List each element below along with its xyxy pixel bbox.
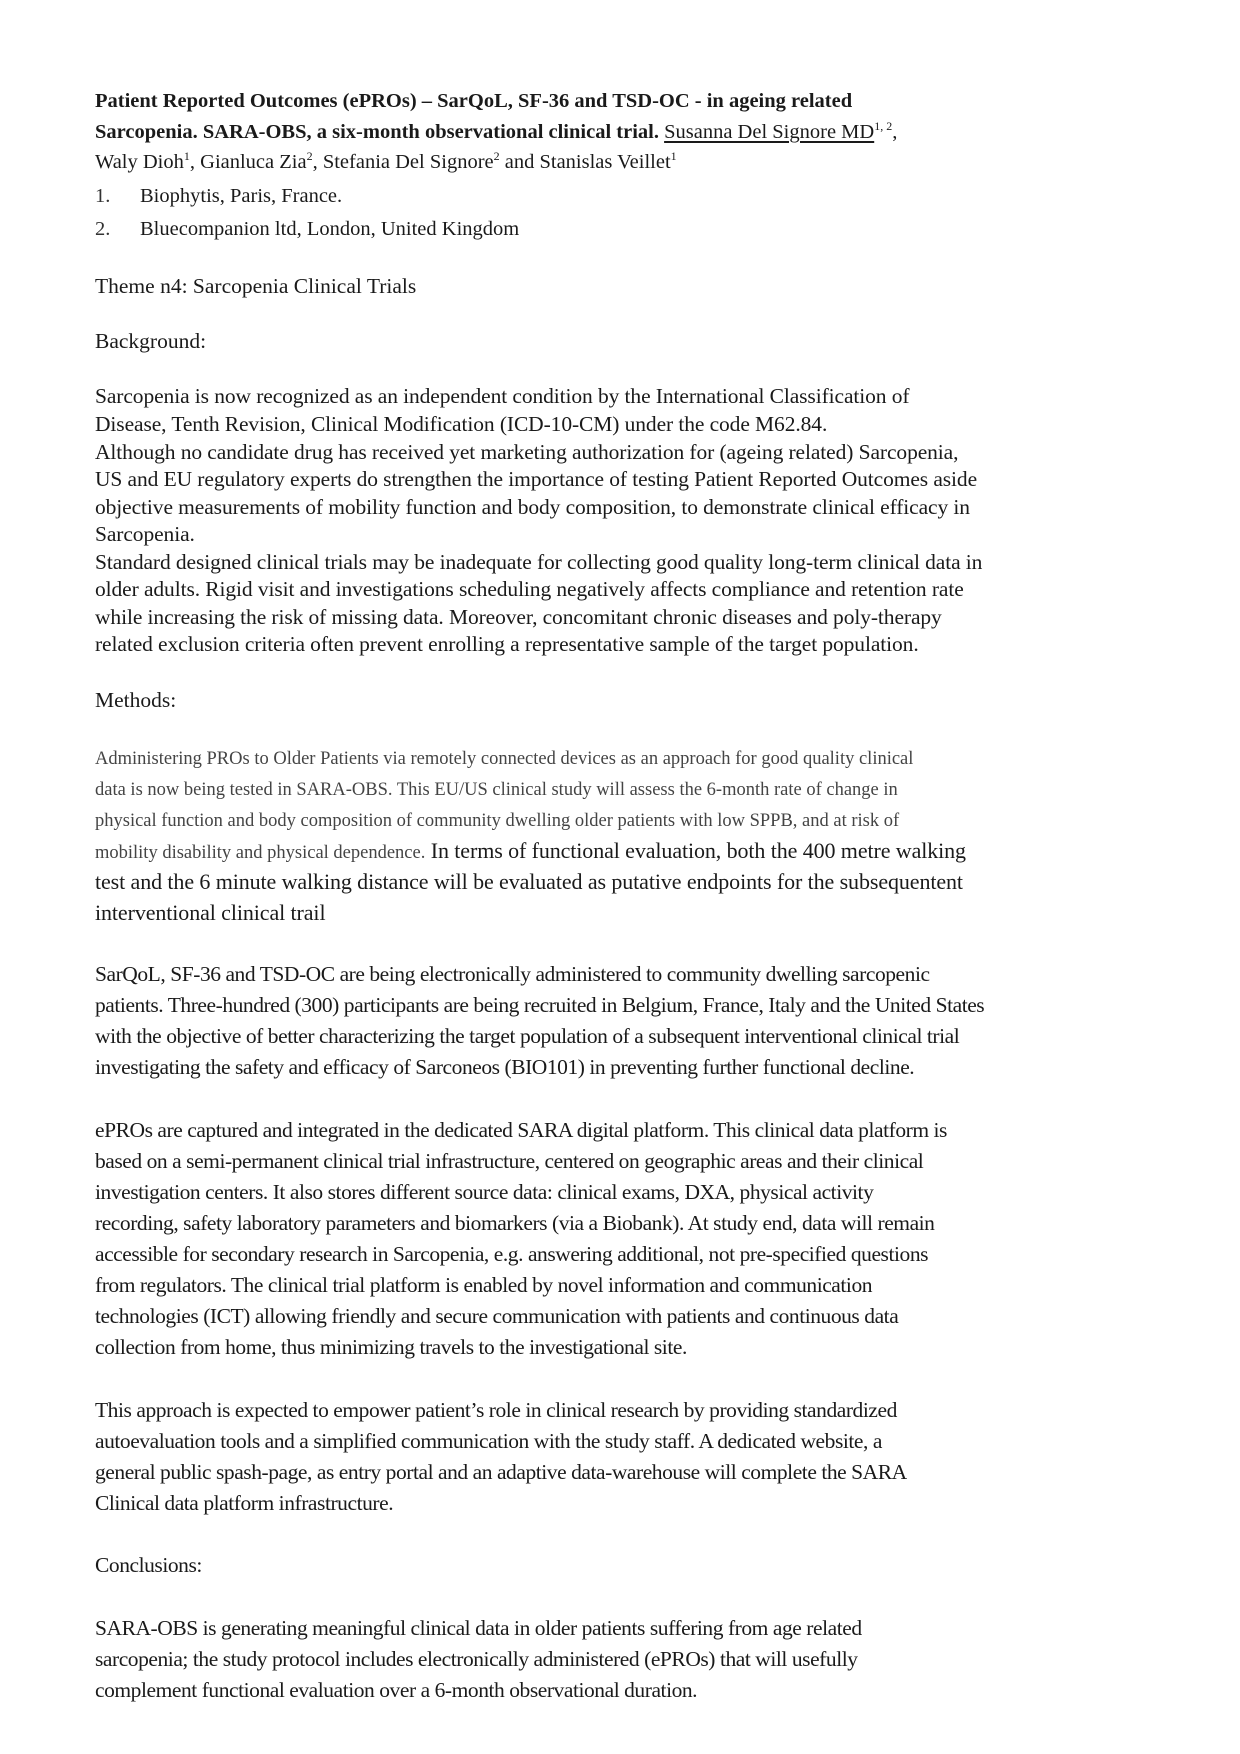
text-line: based on a semi-permanent clinical trial infrastructure, centered on geographic areas and their clinical bbox=[95, 1149, 924, 1173]
text-line: objective measurements of mobility function and body composition, to demonstrate clinical efficacy in bbox=[95, 495, 970, 519]
affiliation-item bbox=[95, 218, 519, 241]
affiliation-number: 2. bbox=[95, 218, 111, 240]
text-line: patients. Three-hundred (300) participants are being recruited in Belgium, France, Italy and the United States bbox=[95, 993, 985, 1017]
text-line: Standard designed clinical trials may be inadequate for collecting good quality long-term clinical data in bbox=[95, 550, 983, 574]
author-name: Stefania Del Signore bbox=[322, 151, 494, 173]
text-line: interventional clinical trail bbox=[95, 900, 326, 925]
text-line: recording, safety laboratory parameters and biomarkers (via a Biobank). At study end, data will remain bbox=[95, 1211, 935, 1235]
text-run: mobility disability and physical dependence. bbox=[95, 843, 426, 863]
text-line: data is now being tested in SARA-OBS. This EU/US clinical study will assess the 6-month rate of change in bbox=[95, 780, 898, 800]
author-name: Gianluca Zia bbox=[200, 151, 307, 173]
presenting-author: Susanna Del Signore MD$^{1, 2}$, bbox=[664, 119, 898, 143]
title-line-2 bbox=[95, 121, 897, 144]
text-line: technologies (ICT) allowing friendly and secure communication with patients and continuous data bbox=[95, 1304, 899, 1328]
affiliation-item bbox=[95, 185, 342, 208]
text-line: while increasing the risk of missing data. Moreover, concomitant chronic diseases and poly-therapy bbox=[95, 605, 942, 629]
text-line: older adults. Rigid visit and investigations scheduling negatively affects compliance and retention rate bbox=[95, 577, 964, 601]
text-line: Sarcopenia is now recognized as an independent condition by the International Classification of bbox=[95, 384, 910, 408]
affiliation-text: Biophytis, Paris, France. bbox=[140, 185, 343, 207]
text-line: US and EU regulatory experts do strengthen the importance of testing Patient Reported Outcomes aside bbox=[95, 467, 978, 491]
separator: and bbox=[499, 151, 540, 173]
theme-label: Theme n4: Sarcopenia Clinical Trials bbox=[95, 274, 417, 298]
affiliation-text: Bluecompanion ltd, London, United Kingdom bbox=[140, 218, 520, 240]
author-name: Waly Dioh bbox=[95, 151, 184, 173]
text-line: accessible for secondary research in Sarcopenia, e.g. answering additional, not pre-specified questions bbox=[95, 1242, 929, 1266]
text-line: Disease, Tenth Revision, Clinical Modification (ICD-10-CM) under the code M62.84. bbox=[95, 412, 828, 436]
author-affiliation-sup: 1 bbox=[670, 149, 677, 163]
author-affiliation-sup: 1 bbox=[183, 149, 190, 163]
author-affiliation-sup: 2 bbox=[306, 149, 313, 163]
text-line: complement functional evaluation over a 6-month observational duration. bbox=[95, 1678, 698, 1702]
text-line: SARA-OBS is generating meaningful clinical data in older patients suffering from age related bbox=[95, 1616, 862, 1640]
text-line: SarQoL, SF-36 and TSD-OC are being electronically administered to community dwelling sarcopenic bbox=[95, 962, 930, 986]
author-list bbox=[95, 151, 677, 174]
text-line: physical function and body composition of community dwelling older patients with low SPPB, and at risk of bbox=[95, 811, 900, 831]
author-name: Stanislas Veillet bbox=[539, 151, 671, 173]
separator: , bbox=[189, 151, 201, 173]
text-line: collection from home, thus minimizing travels to the investigational site. bbox=[95, 1335, 687, 1359]
text-line: Sarcopenia. bbox=[95, 522, 195, 546]
text-line: Administering PROs to Older Patients via remotely connected devices as an approach for good quality clinical bbox=[95, 749, 914, 769]
text-line: related exclusion criteria often prevent enrolling a representative sample of the target population. bbox=[95, 632, 919, 656]
author-affiliation-sup: 2 bbox=[493, 149, 500, 163]
text-line: general public spash-page, as entry portal and an adaptive data-warehouse will complete the SARA bbox=[95, 1460, 907, 1484]
text-line: with the objective of better characterizing the target population of a subsequent interventional clinical trial bbox=[95, 1024, 960, 1048]
text-line: investigating the safety and efficacy of Sarconeos (BIO101) in preventing further functional decline. bbox=[95, 1055, 915, 1079]
affiliation-number: 1. bbox=[95, 185, 111, 207]
text-line: investigation centers. It also stores different source data: clinical exams, DXA, physical activity bbox=[95, 1180, 874, 1204]
text-run: In terms of functional evaluation, both the 400 metre walking bbox=[425, 838, 966, 863]
section-heading-background: Background: bbox=[95, 329, 207, 353]
title-line-1: Patient Reported Outcomes (ePROs) – SarQoL, SF-36 and TSD-OC - in ageing related bbox=[95, 90, 853, 112]
separator: , bbox=[312, 151, 323, 173]
text-line: ePROs are captured and integrated in the dedicated SARA digital platform. This clinical data platform is bbox=[95, 1118, 947, 1142]
section-heading-conclusions: Conclusions: bbox=[95, 1553, 202, 1577]
title-line-2-bold: Sarcopenia. SARA-OBS, a six-month observational clinical trial. bbox=[95, 121, 659, 143]
text-line: from regulators. The clinical trial platform is enabled by novel information and communication bbox=[95, 1273, 873, 1297]
text-line: Clinical data platform infrastructure. bbox=[95, 1491, 394, 1515]
text-line: This approach is expected to empower patient’s role in clinical research by providing standardized bbox=[95, 1398, 897, 1422]
text-line: Although no candidate drug has received yet marketing authorization for (ageing related) Sarcopenia, bbox=[95, 440, 959, 464]
text-line: test and the 6 minute walking distance will be evaluated as putative endpoints for the subsequentent bbox=[95, 869, 963, 894]
section-heading-methods: Methods: bbox=[95, 688, 177, 712]
text-line: autoevaluation tools and a simplified communication with the study staff. A dedicated website, a bbox=[95, 1429, 882, 1453]
text-line: sarcopenia; the study protocol includes electronically administered (ePROs) that will usefully bbox=[95, 1647, 858, 1671]
text-line bbox=[95, 838, 966, 864]
